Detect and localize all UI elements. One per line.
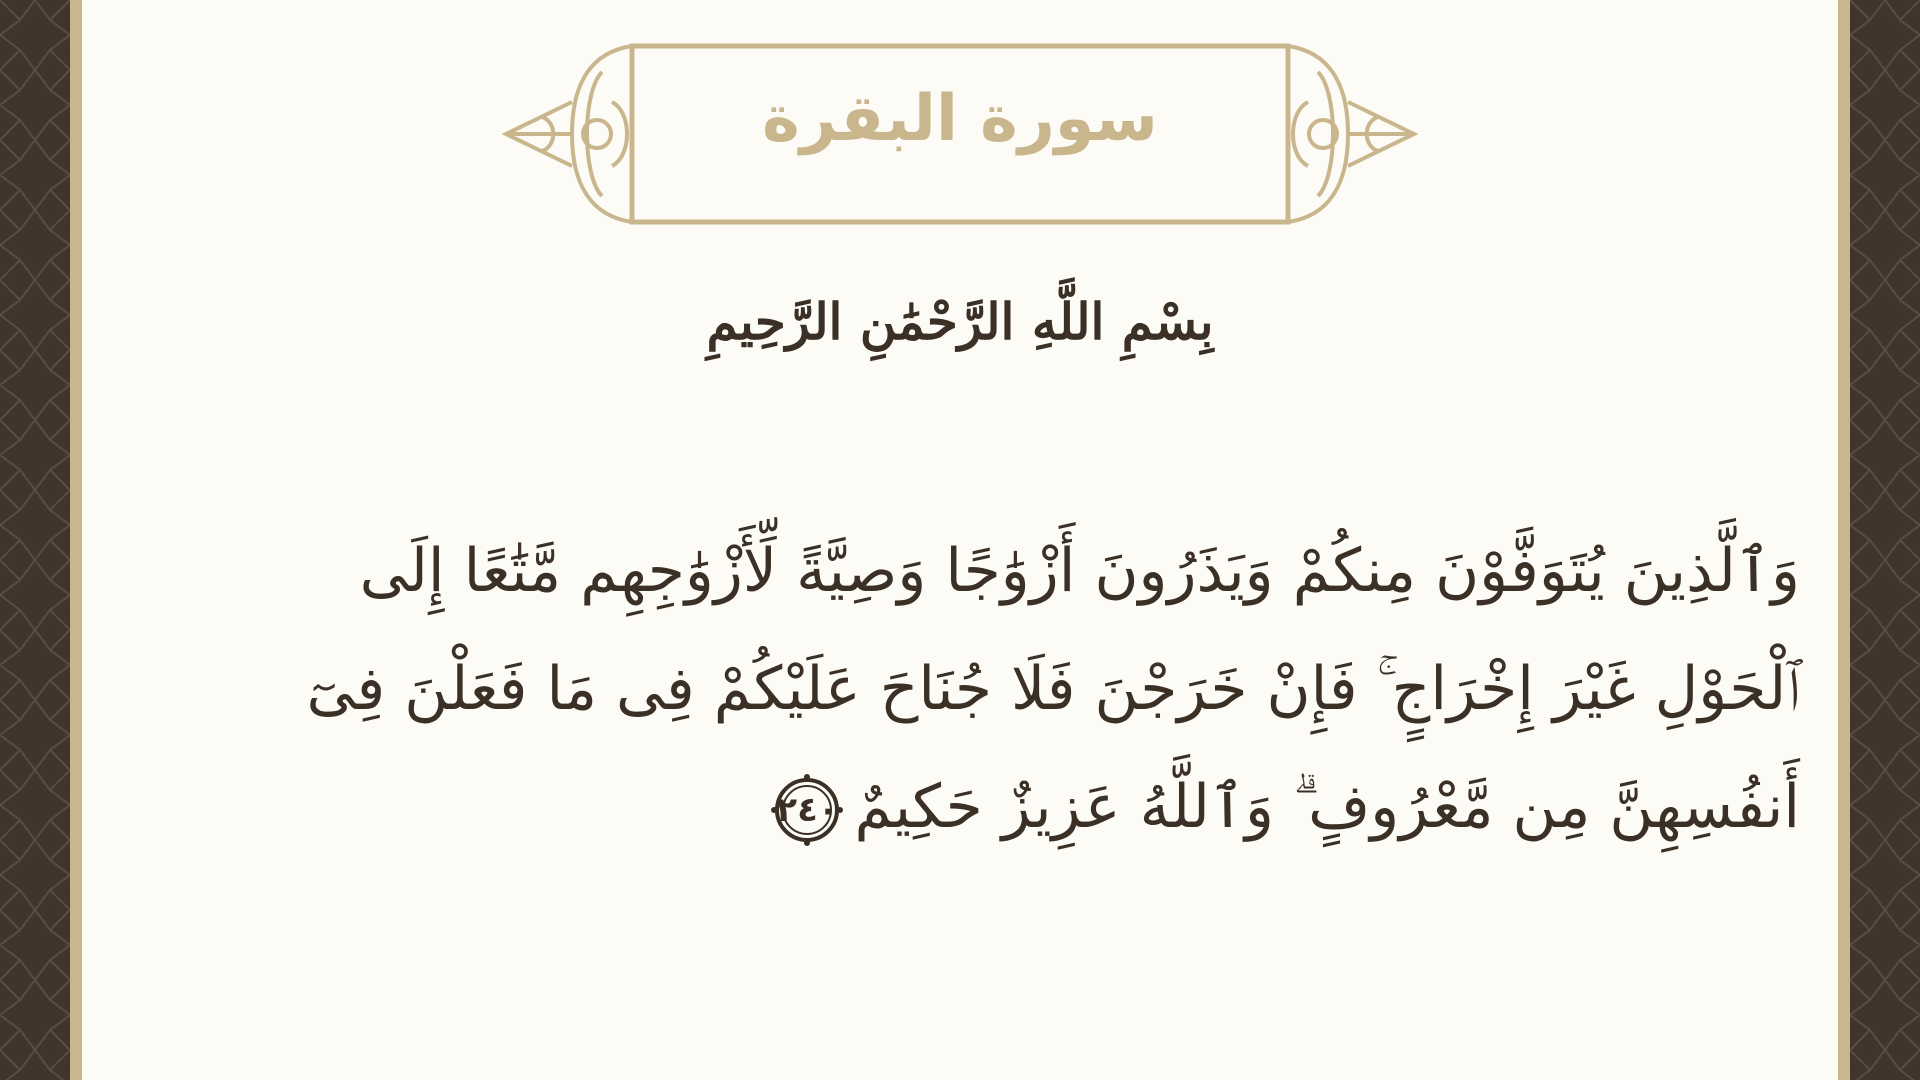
ayah-end-marker	[770, 773, 844, 847]
surah-title: سورة البقرة	[762, 82, 1158, 156]
verse-line-2: ٱلْحَوْلِ غَيْرَ إِخْرَاجٍ ۚ فَإِنْ خَرَجْنَ فَلَا جُنَاحَ عَلَيْكُمْ فِى مَا فَعَلْنَ فِىٓ	[306, 654, 1800, 724]
surah-title-banner	[502, 42, 1418, 228]
left-gold-rule	[70, 0, 82, 1080]
right-decorative-border	[1850, 0, 1920, 1080]
basmala: بِسْمِ اللَّهِ الرَّحْمَٰنِ الرَّحِيمِ	[706, 292, 1214, 351]
verse-line-3-text: أَنفُسِهِنَّ مِن مَّعْرُوفٍ ۗ وَٱللَّهُ عَزِيزٌ حَكِيمٌ	[854, 772, 1800, 842]
right-gold-rule	[1838, 0, 1850, 1080]
left-inner-margin	[82, 0, 94, 1080]
right-inner-margin	[1826, 0, 1838, 1080]
geometric-pattern-icon	[0, 0, 70, 1080]
geometric-pattern-icon	[1850, 0, 1920, 1080]
left-decorative-border	[0, 0, 70, 1080]
verse-line-1: وَٱلَّذِينَ يُتَوَفَّوْنَ مِنكُمْ وَيَذَرُونَ أَزْوَٰجًا وَصِيَّةً لِّأَزْوَٰجِهِم مَّتَٰعًا إِلَى	[359, 536, 1800, 606]
verse-line-3	[220, 748, 1800, 866]
verse-text	[220, 512, 1800, 866]
ayah-number: ٢٤٠	[776, 790, 839, 831]
